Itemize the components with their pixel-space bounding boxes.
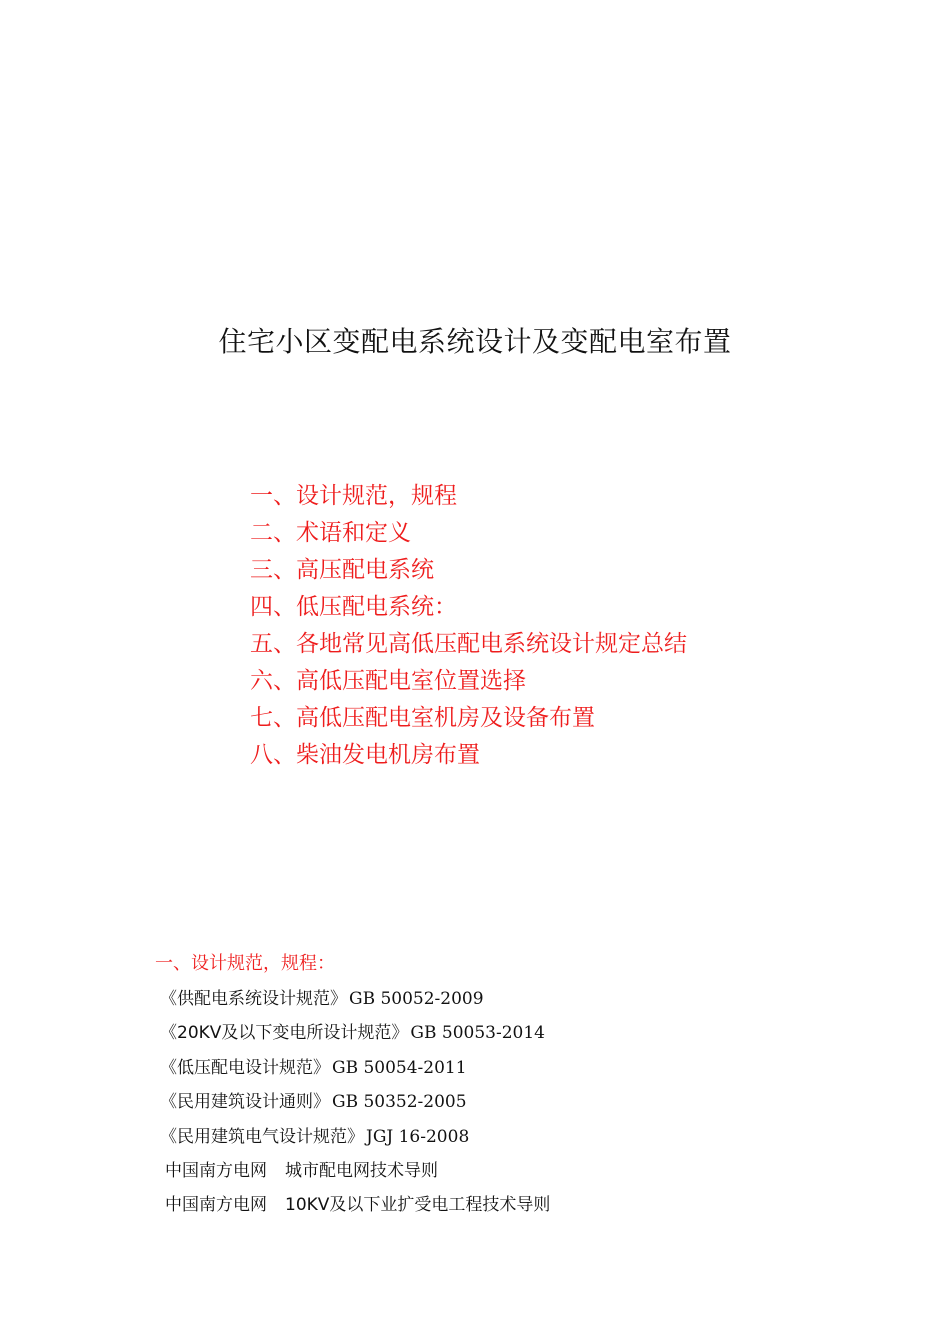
standard-item (160, 1053, 550, 1087)
toc-item-6: 六、高低压配电室位置选择 (250, 668, 526, 694)
standard-code: GB 50352-2005 (332, 1092, 467, 1113)
standard-title: 《供配电系统设计规范》 (160, 989, 347, 1009)
standard-item (160, 1018, 550, 1052)
standard-title: 《20KV及以下变电所设计规范》 (160, 1023, 409, 1044)
toc-item-7: 七、高低压配电室机房及设备布置 (250, 705, 595, 731)
document-title: 住宅小区变配电系统设计及变配电室布置 (218, 325, 732, 358)
toc-item-1: 一、设计规范，规程 (250, 483, 457, 509)
section-heading-standards: 一、设计规范，规程： (155, 953, 335, 974)
guideline-doc: 10KV及以下业扩受电工程技术导则 (285, 1195, 551, 1216)
standard-code: GB 50054-2011 (332, 1057, 467, 1078)
toc-item-5: 五、各地常见高低压配电系统设计规定总结 (250, 631, 687, 657)
guideline-doc: 城市配电网技术导则 (285, 1160, 438, 1181)
toc-item-4: 四、低压配电系统： (250, 594, 457, 620)
toc-item-8: 八、柴油发电机房布置 (250, 742, 480, 768)
toc-item-2: 二、术语和定义 (250, 520, 411, 546)
standard-item (160, 984, 550, 1018)
guideline-item (160, 1190, 550, 1224)
standard-title: 《民用建筑电气设计规范》 (160, 1126, 364, 1147)
standards-list (160, 984, 550, 1225)
standard-code: GB 50053-2014 (410, 1023, 545, 1044)
guideline-org: 中国南方电网 (165, 1195, 267, 1216)
toc-item-3: 三、高压配电系统 (250, 557, 434, 583)
standard-item (160, 1087, 550, 1121)
standard-title: 《民用建筑设计通则》 (160, 1092, 330, 1113)
table-of-contents (250, 478, 687, 774)
standard-title: 《低压配电设计规范》 (160, 1057, 330, 1078)
standard-item (160, 1122, 550, 1156)
standard-code: GB 50052-2009 (349, 989, 484, 1009)
guideline-item (160, 1156, 550, 1190)
standard-code: JGJ 16-2008 (366, 1126, 470, 1147)
guideline-org: 中国南方电网 (165, 1160, 267, 1181)
